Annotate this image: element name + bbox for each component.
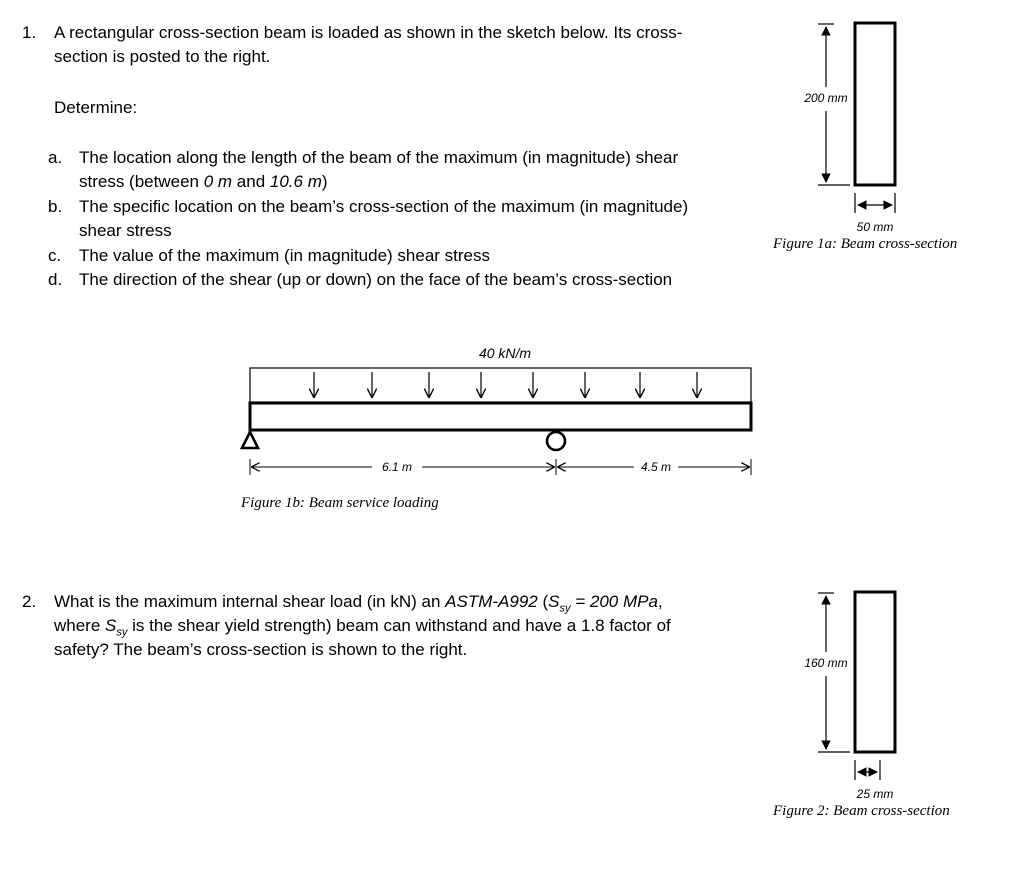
figure-1a-width-label: 50 mm — [856, 220, 894, 234]
span1-label: 6.1 m — [381, 460, 413, 474]
item-a-label: a. — [48, 148, 63, 167]
problem-1-intro-line2: section is posted to the right. — [54, 47, 271, 66]
span2-label: 4.5 m — [640, 460, 672, 474]
figure-1a-height-label: 200 mm — [804, 91, 848, 105]
problem-1-number: 1. — [22, 23, 37, 42]
item-c-label: c. — [48, 246, 62, 265]
item-b-label: b. — [48, 197, 63, 216]
cross-section-rect — [855, 23, 895, 185]
item-d-line1: The direction of the shear (up or down) on the face of the beam’s cross-section — [79, 270, 673, 289]
distributed-load-label: 40 kN/m — [478, 345, 532, 361]
cross-section-rect-2 — [855, 592, 895, 752]
problem-2-line1: What is the maximum internal shear load (in kN) an ASTM-A992 ($S_{sy} = 200$ MPa, — [54, 592, 663, 615]
item-b-line2: shear stress — [79, 221, 172, 240]
figure-1a-cross-section — [790, 15, 990, 240]
figure-2-width-label: 25 mm — [856, 787, 894, 801]
roller-support — [547, 432, 565, 450]
figure-1a-caption: Figure 1a: Beam cross-section — [773, 236, 958, 252]
item-b-line1: The specific location on the beam’s cross-section of the maximum (in magnitude) — [79, 197, 689, 216]
figure-2-cross-section — [790, 582, 990, 807]
figure-1b-beam-loading — [230, 335, 770, 495]
figure-2-caption: Figure 2: Beam cross-section — [773, 803, 950, 819]
pin-support — [242, 432, 258, 448]
distributed-load-box — [250, 368, 751, 402]
beam — [250, 403, 751, 430]
item-a-line2: stress (between 0 m and 10.6 m) — [79, 172, 328, 191]
item-d-label: d. — [48, 270, 63, 289]
figure-1b-caption: Figure 1b: Beam service loading — [241, 495, 439, 511]
figure-2-height-label: 160 mm — [804, 656, 848, 670]
item-a-line1: The location along the length of the beam of the maximum (in magnitude) shear — [79, 148, 679, 167]
problem-2-line2: where $S_{sy}$ is the shear yield strength) beam can withstand and have a 1.8 factor of — [54, 616, 671, 639]
item-c-line1: The value of the maximum (in magnitude) shear stress — [79, 246, 491, 265]
problem-1-intro-line1: A rectangular cross-section beam is loaded as shown in the sketch below. Its cross- — [54, 23, 683, 42]
problem-2-number: 2. — [22, 592, 37, 611]
determine-heading: Determine: — [54, 98, 138, 117]
problem-2-line3: safety? The beam’s cross-section is shown to the right. — [54, 640, 468, 659]
